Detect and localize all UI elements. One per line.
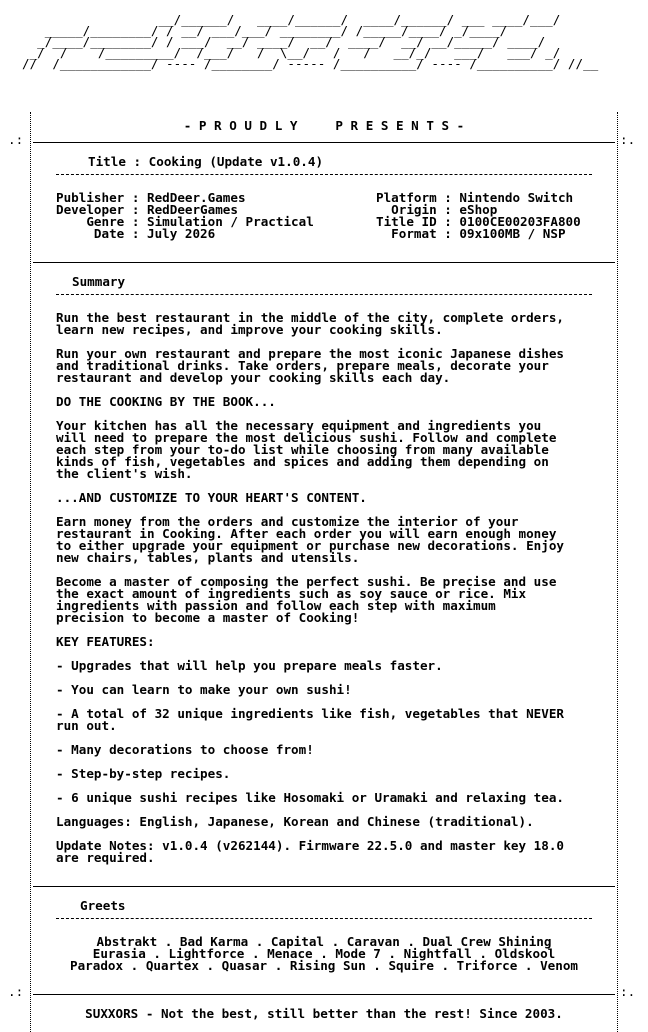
summary-line: - Step-by-step recipes. bbox=[56, 766, 231, 781]
summary-line: KEY FEATURES: bbox=[56, 634, 155, 649]
presents-line: - P R O U D L Y P R E S E N T S - bbox=[183, 118, 465, 133]
info-origin: Origin : eShop bbox=[376, 202, 498, 217]
info-format: Format : 09x100MB / NSP bbox=[376, 226, 566, 241]
greets-heading: Greets bbox=[80, 898, 126, 913]
side-dots-right-bottom: :. bbox=[620, 984, 636, 999]
summary-line: run out. bbox=[56, 718, 117, 733]
title-rule bbox=[56, 174, 592, 175]
summary-line: Become a master of composing the perfect sushi. Be precise and use bbox=[56, 574, 557, 589]
summary-line: - A total of 32 unique ingredients like fish, vegetables that NEVER bbox=[56, 706, 564, 721]
summary-line: DO THE COOKING BY THE BOOK... bbox=[56, 394, 276, 409]
summary-line: learn new recipes, and improve your cooking skills. bbox=[56, 322, 443, 337]
summary-line: - Upgrades that will help you prepare meals faster. bbox=[56, 658, 443, 673]
divider-footer bbox=[33, 994, 615, 995]
divider-summary bbox=[33, 262, 615, 263]
summary-line: Update Notes: v1.0.4 (v262144). Firmware 22.5.0 and master key 18.0 bbox=[56, 838, 564, 853]
greets-rule bbox=[56, 918, 592, 919]
greets-line-1: Abstrakt . Bad Karma . Capital . Caravan . Dual Crew Shining bbox=[96, 934, 552, 949]
summary-body bbox=[56, 312, 564, 864]
divider-greets bbox=[33, 886, 615, 887]
summary-line: and traditional drinks. Take orders, prepare meals, decorate your bbox=[56, 358, 549, 373]
summary-line: the exact amount of ingredients such as soy sauce or rice. Mix bbox=[56, 586, 527, 601]
side-dots-left-top: .: bbox=[8, 132, 24, 147]
info-date: Date : July 2026 bbox=[56, 226, 216, 241]
divider-top bbox=[33, 142, 615, 143]
greets-line-3: Paradox . Quartex . Quasar . Rising Sun . Squire . Triforce . Venom bbox=[70, 958, 578, 973]
info-title-id: Title ID : 0100CE00203FA800 bbox=[376, 214, 581, 229]
ascii-logo: __/______/ ____/______/ ____/______/ ___ ____/___/ _____/________/ / __/ ___/___/ ________/ /_____/____/ _/____/ _/____/________/ / ___/ __/ ____/ __/ ____/ __/ __/_____/ ____/ _/ / /_________/ /___/ / \__/ / / __/_/ ___/ ___/ _/ // /____________/ ---- /________/ ----- /__________/ ---- /__________/ //__ bbox=[22, 12, 599, 71]
info-publisher: Publisher : RedDeer.Games bbox=[56, 190, 246, 205]
summary-line: Your kitchen has all the necessary equipment and ingredients you bbox=[56, 418, 542, 433]
summary-line: to either upgrade your equipment or purchase new decorations. Enjoy bbox=[56, 538, 564, 553]
summary-line: Languages: English, Japanese, Korean and Chinese (traditional). bbox=[56, 814, 534, 829]
side-dots-right-top: :. bbox=[620, 132, 636, 147]
summary-line: the client's wish. bbox=[56, 466, 193, 481]
summary-line: will need to prepare the most delicious sushi. Follow and complete bbox=[56, 430, 557, 445]
side-dots-left-bottom: .: bbox=[8, 984, 24, 999]
summary-line: restaurant in Cooking. After each order you will earn enough money bbox=[56, 526, 557, 541]
greets-line-2: Eurasia . Lightforce . Menace . Mode 7 . Nightfall . Oldskool bbox=[92, 946, 556, 961]
summary-line: each step from your to-do list while choosing from many available bbox=[56, 442, 549, 457]
release-info-left bbox=[56, 192, 314, 240]
summary-rule bbox=[56, 294, 592, 295]
footer-tagline: SUXXORS - Not the best, still better than the rest! Since 2003. bbox=[85, 1006, 563, 1021]
release-title: Title : Cooking (Update v1.0.4) bbox=[88, 154, 324, 169]
summary-line: - 6 unique sushi recipes like Hosomaki or Uramaki and relaxing tea. bbox=[56, 790, 564, 805]
summary-line: new chairs, tables, plants and utensils. bbox=[56, 550, 360, 565]
summary-line: restaurant and develop your cooking skills each day. bbox=[56, 370, 451, 385]
info-developer: Developer : RedDeerGames bbox=[56, 202, 238, 217]
summary-line: Run the best restaurant in the middle of the city, complete orders, bbox=[56, 310, 564, 325]
info-platform: Platform : Nintendo Switch bbox=[376, 190, 574, 205]
summary-line: Earn money from the orders and customize the interior of your bbox=[56, 514, 519, 529]
summary-line: Run your own restaurant and prepare the most iconic Japanese dishes bbox=[56, 346, 564, 361]
summary-line: - You can learn to make your own sushi! bbox=[56, 682, 352, 697]
summary-line: ingredients with passion and follow each step with maximum bbox=[56, 598, 496, 613]
release-info-right bbox=[376, 192, 581, 240]
info-genre: Genre : Simulation / Practical bbox=[56, 214, 314, 229]
summary-line: - Many decorations to choose from! bbox=[56, 742, 314, 757]
summary-line: are required. bbox=[56, 850, 155, 865]
summary-line: precision to become a master of Cooking! bbox=[56, 610, 360, 625]
summary-line: ...AND CUSTOMIZE TO YOUR HEART'S CONTENT. bbox=[56, 490, 367, 505]
summary-line: kinds of fish, vegetables and spices and adding them depending on bbox=[56, 454, 549, 469]
summary-heading: Summary bbox=[72, 274, 126, 289]
